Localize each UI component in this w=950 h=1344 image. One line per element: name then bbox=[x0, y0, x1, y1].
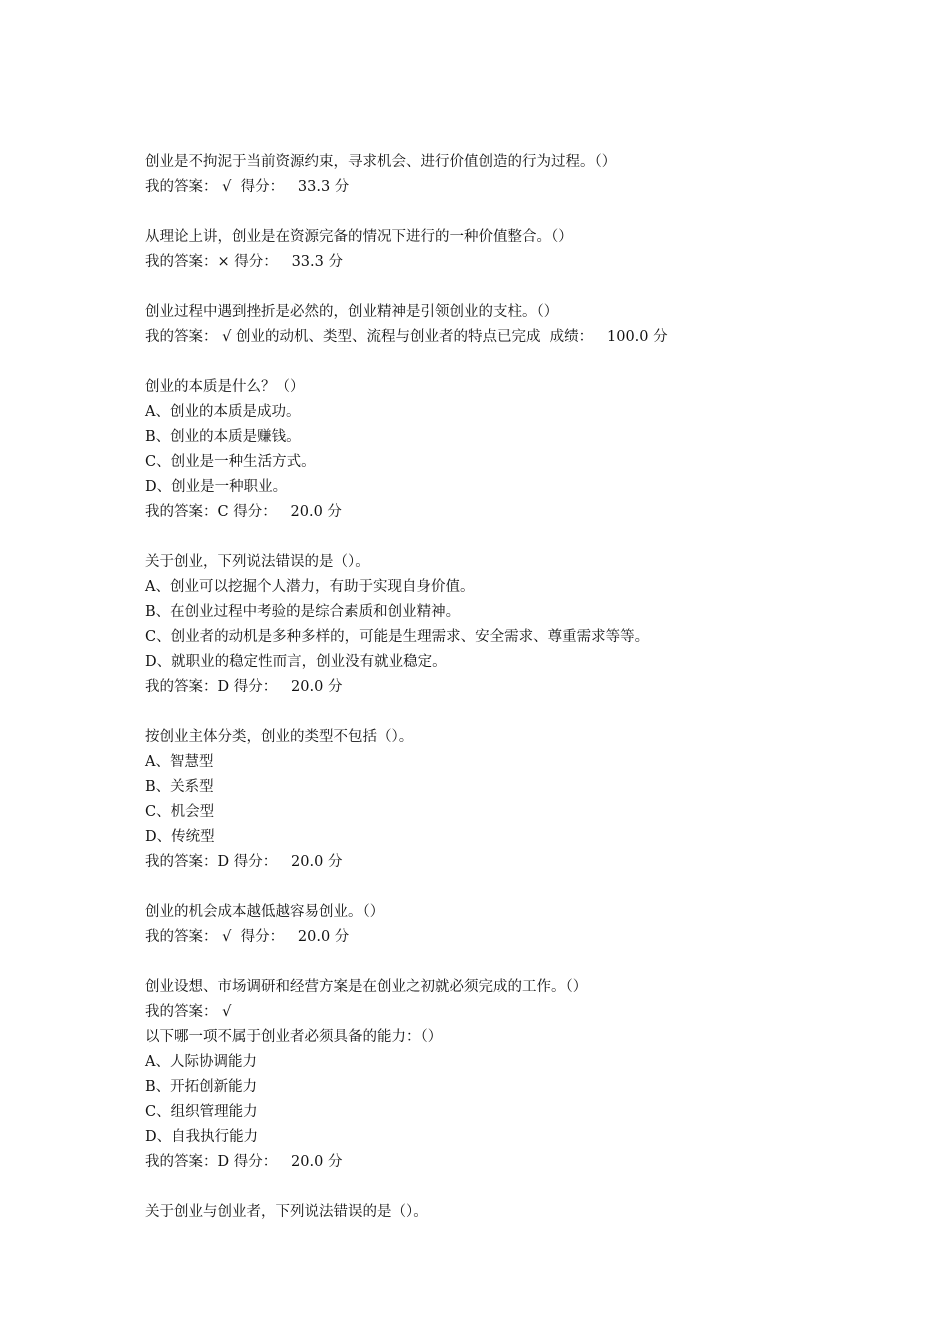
answer-line: 我的答案：C 得分： 20.0 分 bbox=[145, 504, 342, 520]
question-text: 创业的本质是什么？（） bbox=[145, 379, 305, 395]
spacer bbox=[145, 525, 845, 550]
document-page bbox=[145, 150, 845, 1225]
answer-line: 我的答案：D 得分： 20.0 分 bbox=[145, 854, 343, 870]
option-line: C、机会型 bbox=[145, 804, 215, 820]
spacer bbox=[145, 350, 845, 375]
spacer bbox=[145, 700, 845, 725]
answer-line: 我的答案：× 得分： 33.3 分 bbox=[145, 254, 343, 270]
option-line: D、自我执行能力 bbox=[145, 1129, 259, 1145]
question-text: 创业是不拘泥于当前资源约束，寻求机会、进行价值创造的行为过程。（） bbox=[145, 154, 617, 170]
option-line: B、关系型 bbox=[145, 779, 214, 795]
question-text: 创业的机会成本越低越容易创业。（） bbox=[145, 904, 385, 920]
option-line: D、创业是一种职业。 bbox=[145, 479, 288, 495]
option-line: B、创业的本质是赚钱。 bbox=[145, 429, 301, 445]
question-text: 关于创业，下列说法错误的是（）。 bbox=[145, 554, 370, 570]
question-text: 以下哪一项不属于创业者必须具备的能力：（） bbox=[145, 1029, 443, 1045]
option-line: C、创业是一种生活方式。 bbox=[145, 454, 316, 470]
option-line: A、智慧型 bbox=[145, 754, 214, 770]
spacer bbox=[145, 950, 845, 975]
option-line: D、传统型 bbox=[145, 829, 215, 845]
option-line: C、创业者的动机是多种多样的，可能是生理需求、安全需求、尊重需求等等。 bbox=[145, 629, 650, 645]
answer-line: 我的答案：D 得分： 20.0 分 bbox=[145, 679, 343, 695]
question-text: 创业过程中遇到挫折是必然的，创业精神是引领创业的支柱。（） bbox=[145, 304, 559, 320]
question-text: 从理论上讲，创业是在资源完备的情况下进行的一种价值整合。（） bbox=[145, 229, 573, 245]
option-line: B、开拓创新能力 bbox=[145, 1079, 258, 1095]
answer-line: 我的答案： √ bbox=[145, 1004, 232, 1020]
answer-line: 我的答案：D 得分： 20.0 分 bbox=[145, 1154, 343, 1170]
spacer bbox=[145, 1175, 845, 1200]
option-line: A、人际协调能力 bbox=[145, 1054, 257, 1070]
option-line: D、就职业的稳定性而言，创业没有就业稳定。 bbox=[145, 654, 447, 670]
spacer bbox=[145, 875, 845, 900]
spacer bbox=[145, 275, 845, 300]
option-line: C、组织管理能力 bbox=[145, 1104, 258, 1120]
spacer bbox=[145, 200, 845, 225]
answer-line: 我的答案： √ 得分： 20.0 分 bbox=[145, 929, 350, 945]
question-text: 关于创业与创业者，下列说法错误的是（）。 bbox=[145, 1204, 428, 1220]
option-line: B、在创业过程中考验的是综合素质和创业精神。 bbox=[145, 604, 461, 620]
answer-line: 我的答案： √ 创业的动机、类型、流程与创业者的特点已完成 成绩： 100.0 分 bbox=[145, 329, 668, 345]
answer-line: 我的答案： √ 得分： 33.3 分 bbox=[145, 179, 350, 195]
question-text: 按创业主体分类，创业的类型不包括（）。 bbox=[145, 729, 414, 745]
option-line: A、创业的本质是成功。 bbox=[145, 404, 301, 420]
option-line: A、创业可以挖掘个人潜力，有助于实现自身价值。 bbox=[145, 579, 475, 595]
question-text: 创业设想、市场调研和经营方案是在创业之初就必须完成的工作。（） bbox=[145, 979, 588, 995]
